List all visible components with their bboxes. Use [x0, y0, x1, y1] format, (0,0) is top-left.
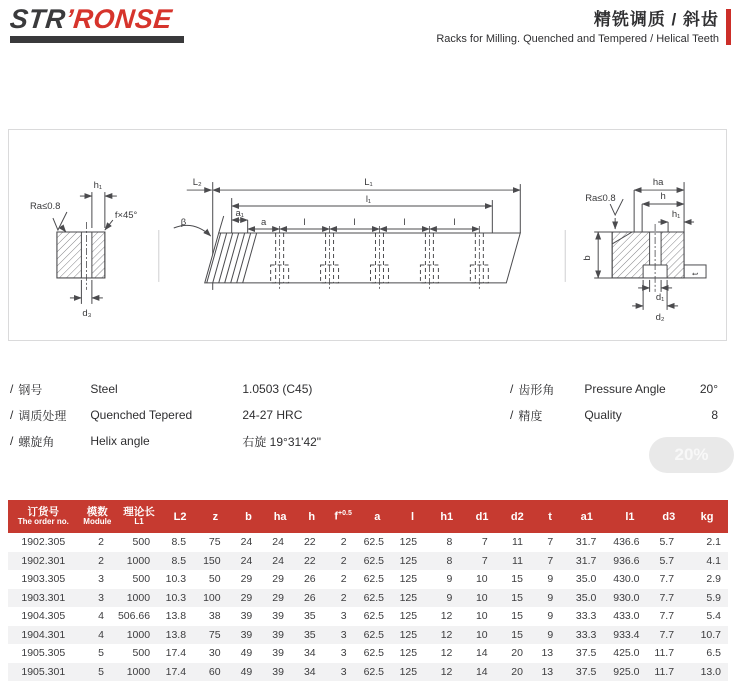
dim-label-l1: l₁	[365, 194, 372, 206]
product-table-wrap	[8, 500, 728, 681]
spec-value: 右旋 19°31'42"	[242, 434, 322, 449]
column-header: 模数 Module	[83, 505, 112, 527]
table-cell: 5	[98, 665, 104, 678]
spec-label-en: Steel	[90, 382, 118, 396]
spec-label-en: Quality	[584, 408, 622, 422]
table-cell: 12	[440, 647, 453, 659]
table-cell: 1905.301	[21, 665, 66, 678]
dim-label-f45: f×45°	[114, 210, 138, 222]
dim-label-h1-right: h₁	[671, 209, 681, 221]
table-cell: 936.6	[613, 554, 640, 567]
table-cell: 2	[98, 554, 104, 567]
table-head	[8, 500, 728, 533]
dim-label-d1: d₁	[655, 291, 665, 303]
table-cell: 2	[340, 536, 347, 548]
table-row	[8, 552, 728, 571]
table-cell: 35	[303, 610, 316, 622]
table-cell: 14	[475, 665, 488, 678]
table-body	[8, 533, 728, 681]
table-cell: 50	[208, 573, 221, 585]
table-cell: 49	[240, 665, 253, 678]
table-cell: 1000	[126, 554, 151, 567]
spec-value: 8	[711, 408, 718, 422]
table-cell: 506.66	[117, 610, 151, 622]
table-cell: 62.5	[363, 610, 385, 622]
table-cell: 2.1	[706, 536, 721, 548]
table-cell: 100	[203, 591, 221, 604]
table-cell: 500	[132, 573, 151, 585]
dim-label-b: b	[582, 255, 594, 261]
table-cell: 7.7	[659, 628, 675, 641]
table-cell: 34	[303, 647, 316, 659]
spec-value: 20°	[699, 382, 718, 396]
spec-label-en: Quenched Tepered	[90, 408, 193, 422]
column-header: a	[374, 510, 381, 523]
column-header: t	[548, 510, 552, 523]
table-cell: 125	[399, 591, 418, 604]
table-cell: 5.7	[659, 554, 675, 567]
table-cell: 15	[511, 610, 523, 622]
spec-value: 1.0503 (C45)	[242, 382, 313, 396]
table-cell: 31.7	[575, 554, 597, 567]
column-header: l	[411, 510, 415, 523]
technical-drawing	[9, 130, 726, 340]
table-cell: 1905.305	[21, 647, 66, 659]
table-cell: 1000	[126, 628, 151, 641]
table-cell: 13.8	[165, 628, 187, 641]
table-cell: 7.7	[659, 573, 675, 585]
table-cell: 34	[303, 665, 316, 678]
table-cell: 26	[303, 591, 316, 604]
table-cell: 7	[547, 554, 554, 567]
table-cell: 62.5	[363, 573, 385, 585]
table-cell: 29	[240, 591, 253, 604]
column-header: a1	[580, 510, 593, 523]
table-cell: 5.9	[706, 591, 721, 604]
table-cell: 14	[475, 647, 488, 659]
dim-label-ha: ha	[652, 177, 664, 189]
table-cell: 24	[240, 554, 253, 567]
logo-part1: STR	[8, 4, 68, 34]
table-cell: 2.9	[706, 573, 721, 585]
table-cell: 3	[98, 591, 104, 604]
table-cell: 3	[340, 665, 347, 678]
table-cell: 1904.301	[21, 628, 66, 641]
table-cell: 9	[547, 610, 554, 622]
table-cell: 125	[399, 536, 418, 548]
column-header: h	[308, 510, 316, 523]
table-cell: 2	[340, 591, 347, 604]
table-cell: 29	[240, 573, 253, 585]
slash-mark: /	[10, 434, 14, 448]
column-header: ha	[273, 510, 287, 523]
table-cell: 35.0	[575, 591, 597, 604]
table-cell: 11.7	[654, 665, 675, 678]
table-cell: 933.4	[613, 628, 640, 641]
spec-label-cn: 钢号	[18, 382, 43, 397]
table-cell: 10	[475, 628, 488, 641]
table-cell: 3	[340, 610, 347, 622]
column-header: z	[212, 510, 219, 523]
spec-row-quality	[510, 402, 718, 428]
table-cell: 15	[511, 573, 523, 585]
table-cell: 930.0	[613, 591, 640, 604]
table-cell: 7	[547, 536, 554, 548]
spec-row-steel	[10, 376, 370, 402]
table-cell: 13	[541, 665, 554, 678]
table-cell: 1902.305	[21, 536, 66, 548]
table-cell: 60	[208, 665, 221, 678]
spec-label-cn: 齿形角	[518, 382, 555, 397]
table-cell: 2	[340, 554, 347, 567]
table-cell: 24	[240, 536, 253, 548]
dim-label-l-3: l	[403, 217, 406, 229]
table-cell: 39	[272, 665, 284, 678]
table-cell: 17.4	[165, 647, 187, 659]
table-cell: 925.0	[613, 665, 640, 678]
table-cell: 17.4	[165, 665, 187, 678]
table-header-row	[8, 500, 728, 533]
table-cell: 11.7	[654, 647, 675, 659]
column-header: b	[245, 510, 252, 523]
table-row	[8, 607, 728, 626]
dim-label-h1-left: h₁	[93, 180, 103, 192]
table-cell: 2	[340, 573, 347, 585]
table-cell: 15	[511, 591, 523, 604]
table-cell: 22	[303, 536, 316, 548]
column-header: L2	[173, 510, 187, 523]
table-cell: 22	[303, 554, 316, 567]
brand-logo-text	[9, 6, 192, 33]
table-cell: 5.7	[659, 536, 675, 548]
table-cell: 7.7	[659, 610, 675, 622]
table-cell: 3	[98, 573, 104, 585]
table-cell: 11	[512, 536, 523, 548]
table-cell: 39	[272, 647, 284, 659]
column-header: $f^{+0.5}$	[334, 510, 352, 523]
table-cell: 8.5	[171, 536, 187, 548]
table-cell: 9	[547, 573, 554, 585]
table-cell: 10.7	[700, 628, 721, 641]
table-cell: 39	[272, 610, 284, 622]
table-cell: 436.6	[613, 536, 640, 548]
table-cell: 10	[475, 591, 488, 604]
table-cell: 39	[240, 610, 253, 622]
spec-list-right	[510, 376, 718, 428]
table-row	[8, 626, 728, 645]
table-cell: 26	[303, 573, 316, 585]
table-cell: 29	[272, 573, 284, 585]
table-cell: 425.0	[613, 647, 640, 659]
table-cell: 20	[511, 665, 523, 678]
table-cell: 39	[240, 628, 253, 641]
table-cell: 62.5	[363, 536, 385, 548]
table-cell: 37.5	[575, 647, 597, 659]
spec-label-cn: 精度	[518, 408, 543, 423]
page-title-block	[436, 5, 719, 45]
table-cell: 49	[240, 647, 253, 659]
table-row	[8, 644, 728, 663]
page-title-en: Racks for Milling. Quenched and Tempered / Helical Teeth	[436, 33, 719, 45]
slash-mark: /	[510, 382, 514, 396]
dim-label-h: h	[660, 191, 666, 203]
dim-label-d3: d₃	[82, 307, 92, 319]
dim-label-a1: a₁	[235, 208, 244, 220]
spec-list-left	[10, 376, 370, 454]
table-cell: 15	[511, 628, 523, 641]
table-cell: 3	[340, 647, 347, 659]
table-cell: 62.5	[363, 647, 385, 659]
table-cell: 12	[440, 628, 453, 641]
spec-label-cn: 调质处理	[18, 408, 67, 423]
table-cell: 1904.305	[21, 610, 66, 622]
table-cell: 62.5	[363, 665, 385, 678]
table-cell: 8	[446, 554, 453, 567]
spec-row-pressure-angle	[510, 376, 718, 402]
table-cell: 75	[208, 536, 221, 548]
dim-label-l-4: l	[453, 217, 456, 229]
dim-label-ra-left: Ra≤0.8	[29, 201, 61, 213]
dim-label-ra-right: Ra≤0.8	[585, 193, 616, 205]
table-cell: 7	[481, 554, 488, 567]
logo-underline-bar	[10, 36, 184, 43]
dim-label-d2: d₂	[655, 311, 665, 323]
dim-label-L1: L₁	[364, 177, 373, 189]
table-cell: 33.3	[575, 610, 597, 622]
logo-apostrophe: ’	[63, 4, 76, 34]
table-cell: 31.7	[575, 536, 597, 548]
page-title-cn: 精铣调质 / 斜齿	[593, 10, 719, 29]
spec-value: 24-27 HRC	[242, 408, 303, 422]
table-cell: 8.5	[171, 554, 187, 567]
table-cell: 9	[446, 591, 453, 604]
table-cell: 10	[475, 610, 488, 622]
table-cell: 24	[272, 554, 284, 567]
logo-part2: RONSE	[71, 4, 174, 34]
spec-row-quench	[10, 402, 370, 428]
table-cell: 10	[475, 573, 488, 585]
spec-label-en: Helix angle	[90, 434, 150, 448]
brand-logo	[10, 6, 190, 43]
table-cell: 4.1	[706, 554, 721, 567]
table-cell: 35	[303, 628, 316, 641]
table-cell: 1903.301	[21, 591, 66, 604]
dim-label-l-2: l	[353, 217, 356, 229]
column-header: d2	[510, 510, 524, 523]
table-cell: 150	[203, 554, 221, 567]
table-cell: 37.5	[575, 665, 597, 678]
table-cell: 13.0	[700, 665, 721, 678]
table-cell: 62.5	[363, 554, 385, 567]
column-header: 订货号 The order no.	[17, 505, 69, 527]
table-cell: 38	[208, 610, 221, 622]
table-cell: 2	[98, 536, 104, 548]
table-cell: 12	[440, 665, 453, 678]
product-table	[8, 500, 728, 681]
table-cell: 75	[208, 628, 221, 641]
table-cell: 430.0	[613, 573, 640, 585]
table-cell: 4	[98, 610, 104, 622]
dim-label-l-1: l	[303, 217, 306, 229]
spec-label-cn: 螺旋角	[18, 434, 55, 449]
zoom-level-label: 20%	[674, 445, 709, 464]
table-cell: 11	[512, 554, 523, 567]
table-cell: 10.3	[165, 591, 187, 604]
technical-drawing-panel	[8, 129, 727, 341]
column-header: h1	[440, 510, 454, 523]
table-cell: 13	[541, 647, 554, 659]
table-row	[8, 589, 728, 608]
table-cell: 125	[399, 573, 418, 585]
table-cell: 125	[399, 628, 418, 641]
table-cell: 62.5	[363, 628, 385, 641]
table-row	[8, 570, 728, 589]
table-cell: 13.8	[165, 610, 187, 622]
table-cell: 500	[132, 647, 151, 659]
table-cell: 5	[98, 647, 104, 659]
dim-label-L2: L₂	[192, 177, 202, 189]
table-cell: 4	[98, 628, 104, 641]
table-cell: 500	[132, 536, 151, 548]
dim-label-a: a	[261, 217, 267, 229]
table-row	[8, 533, 728, 552]
table-cell: 1902.301	[21, 554, 66, 567]
slash-mark: /	[510, 408, 514, 422]
table-cell: 9	[547, 628, 554, 641]
table-cell: 125	[399, 665, 418, 678]
table-cell: 39	[272, 628, 284, 641]
table-cell: 8	[446, 536, 453, 548]
table-cell: 1903.305	[21, 573, 66, 585]
table-cell: 35.0	[575, 573, 597, 585]
table-cell: 5.4	[706, 610, 721, 622]
spec-label-en: Pressure Angle	[584, 382, 666, 396]
zoom-level-badge	[649, 437, 734, 473]
dim-label-beta: β	[180, 217, 187, 229]
slash-mark: /	[10, 382, 14, 396]
column-header: d1	[475, 510, 489, 523]
table-cell: 30	[208, 647, 221, 659]
table-cell: 33.3	[575, 628, 597, 641]
table-cell: 20	[511, 647, 523, 659]
table-cell: 6.5	[706, 647, 721, 659]
column-header: l1	[625, 510, 635, 523]
table-cell: 433.0	[613, 610, 640, 622]
table-cell: 9	[446, 573, 453, 585]
table-cell: 29	[272, 591, 284, 604]
table-cell: 62.5	[363, 591, 385, 604]
table-cell: 125	[399, 554, 418, 567]
slash-mark: /	[10, 408, 14, 422]
table-cell: 7.7	[659, 591, 675, 604]
table-cell: 3	[340, 628, 347, 641]
spec-row-helix	[10, 428, 370, 454]
table-cell: 24	[272, 536, 284, 548]
column-header: kg	[700, 510, 714, 523]
table-cell: 1000	[126, 665, 151, 678]
title-accent-bar	[726, 9, 731, 45]
dim-label-t: t	[690, 272, 702, 276]
table-cell: 125	[399, 647, 418, 659]
table-cell: 9	[547, 591, 554, 604]
column-header: d3	[662, 510, 676, 523]
table-cell: 1000	[126, 591, 151, 604]
table-row	[8, 663, 728, 682]
table-cell: 125	[399, 610, 418, 622]
table-cell: 10.3	[165, 573, 187, 585]
table-cell: 12	[440, 610, 453, 622]
column-header: 理论长 L1	[123, 505, 155, 527]
table-cell: 7	[481, 536, 488, 548]
